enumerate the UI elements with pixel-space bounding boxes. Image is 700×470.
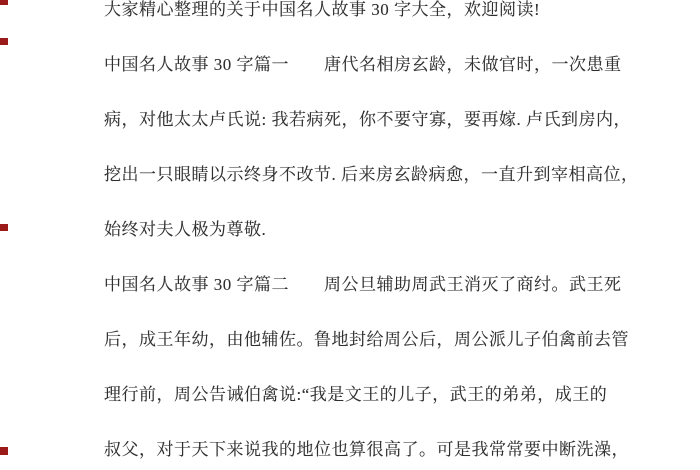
text-line: 始终对夫人极为尊敬. [104, 220, 267, 239]
text-line: 后，成王年幼，由他辅佐。鲁地封给周公后，周公派儿子伯禽前去管 [104, 330, 629, 349]
text-line-section1-title: 中国名人故事 30 字篇一 唐代名相房玄龄，未做官时，一次患重 [104, 55, 622, 74]
red-edge-artifact-marker [0, 447, 8, 455]
red-edge-artifact-marker [0, 224, 8, 231]
text-line-section2-title: 中国名人故事 30 字篇二 周公旦辅助周武王消灭了商纣。武王死 [104, 275, 622, 294]
red-edge-artifact-marker [0, 38, 8, 45]
document-text-block [104, 0, 644, 470]
text-line: 挖出一只眼睛以示终身不改节. 后来房玄龄病愈，一直升到宰相高位， [104, 165, 639, 184]
text-line-intro: 大家精心整理的关于中国名人故事 30 字大全，欢迎阅读! [104, 0, 541, 19]
text-line: 病，对他太太卢氏说: 我若病死，你不要守寡，要再嫁. 卢氏到房内， [104, 110, 631, 129]
text-line: 理行前，周公告诫伯禽说:“我是文王的儿子，武王的弟弟，成王的 [104, 385, 608, 404]
red-edge-artifact-marker [0, 0, 8, 5]
text-line: 叔父，对于天下来说我的地位也算很高了。可是我常常要中断洗澡， [104, 440, 629, 459]
